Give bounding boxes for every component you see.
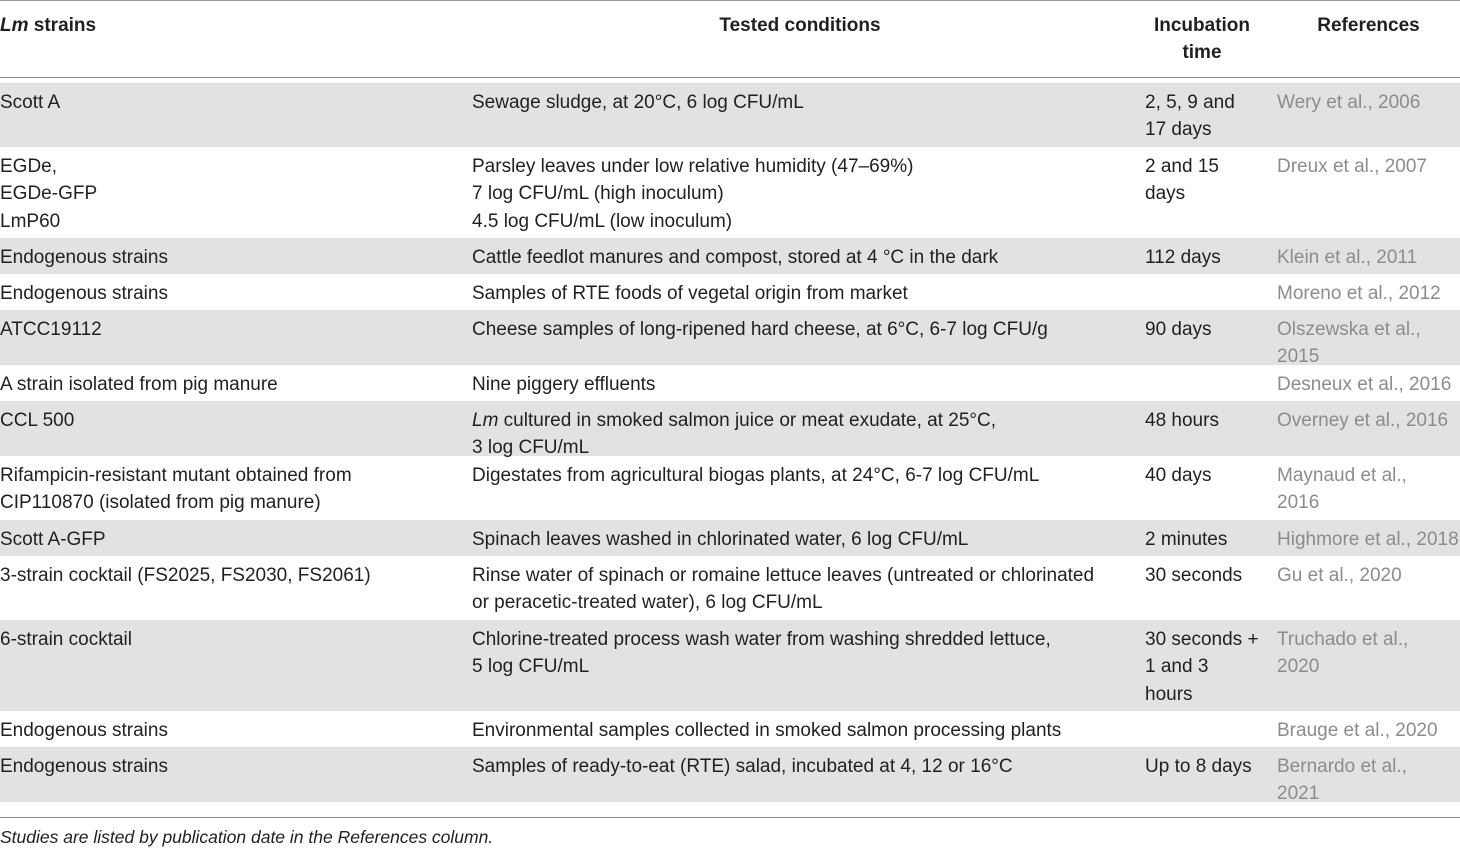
table-row <box>0 711 1460 747</box>
conditions-cell: Spinach leaves washed in chlorinated water, 6 log CFU/mL <box>472 529 969 550</box>
conditions-cell: Sewage sludge, at 20°C, 6 log CFU/mL <box>472 92 804 113</box>
conditions-cell: Environmental samples collected in smoked salmon processing plants <box>472 720 1062 741</box>
header-incubation: Incubation time <box>1153 15 1251 63</box>
reference-link[interactable]: Brauge et al., 2020 <box>1277 720 1438 741</box>
incubation-cell: 30 seconds <box>1145 565 1243 586</box>
reference-link[interactable]: Overney et al., 2016 <box>1277 410 1449 431</box>
table-row <box>0 556 1460 620</box>
strain-cell: 3-strain cocktail (FS2025, FS2030, FS2061) <box>0 565 371 586</box>
incubation-cell: 48 hours <box>1145 410 1219 431</box>
table-row <box>0 401 1460 459</box>
table-row <box>0 365 1460 401</box>
top-rule <box>0 0 1460 1</box>
conditions-cell: Samples of RTE foods of vegetal origin from market <box>472 283 908 304</box>
conditions-italic: Lm <box>472 410 499 431</box>
strain-cell: Rifampicin-resistant mutant obtained from CIP110870 (isolated from pig manure) <box>0 465 352 514</box>
conditions-cell: Parsley leaves under low relative humidity (47–69%) 7 log CFU/mL (high inoculum) 4.5 log CFU/mL (low inoculum) <box>472 156 914 232</box>
strain-cell: CCL 500 <box>0 410 75 431</box>
table-footnote: Studies are listed by publication date in the References column. <box>0 827 494 847</box>
strain-cell: A strain isolated from pig manure <box>0 374 278 395</box>
strain-cell: Endogenous strains <box>0 756 168 777</box>
conditions-cell <box>472 407 1132 462</box>
strain-cell: 6-strain cocktail <box>0 629 132 650</box>
strain-cell: Scott A-GFP <box>0 529 106 550</box>
conditions-cell: Cheese samples of long-ripened hard cheese, at 6°C, 6-7 log CFU/g <box>472 319 1048 340</box>
strain-cell: ATCC19112 <box>0 319 102 340</box>
reference-link[interactable]: Moreno et al., 2012 <box>1277 283 1441 304</box>
reference-link[interactable]: Desneux et al., 2016 <box>1277 374 1452 395</box>
incubation-cell: 2, 5, 9 and 17 days <box>1145 92 1235 141</box>
reference-link[interactable]: Highmore et al., 2018 <box>1277 529 1459 550</box>
reference-link[interactable]: Dreux et al., 2007 <box>1277 156 1427 177</box>
incubation-cell: 2 and 15 days <box>1145 156 1219 205</box>
reference-link[interactable]: Wery et al., 2006 <box>1277 92 1421 113</box>
incubation-cell: Up to 8 days <box>1145 756 1252 777</box>
conditions-cell: Nine piggery effluents <box>472 374 656 395</box>
strain-cell: EGDe, EGDe-GFP LmP60 <box>0 156 98 232</box>
bottom-rule <box>0 817 1460 818</box>
table-row <box>0 147 1460 238</box>
table-row <box>0 274 1460 310</box>
reference-link[interactable]: Truchado et al., 2020 <box>1277 629 1409 678</box>
incubation-cell: 112 days <box>1145 247 1221 268</box>
incubation-cell: 2 minutes <box>1145 529 1228 550</box>
conditions-cell: Digestates from agricultural biogas plants, at 24°C, 6-7 log CFU/mL <box>472 465 1040 486</box>
table-row <box>0 456 1460 520</box>
conditions-cell: Samples of ready-to-eat (RTE) salad, incubated at 4, 12 or 16°C <box>472 756 1013 777</box>
header-strains-italic: Lm <box>0 15 29 36</box>
reference-link[interactable]: Maynaud et al., 2016 <box>1277 465 1407 514</box>
header-conditions: Tested conditions <box>719 15 881 36</box>
conditions-cell: Chlorine-treated process wash water from washing shredded lettuce, 5 log CFU/mL <box>472 629 1051 678</box>
strain-cell: Endogenous strains <box>0 283 168 304</box>
header-strains-rest: strains <box>28 15 97 36</box>
header-rule <box>0 77 1460 78</box>
conditions-rest: cultured in smoked salmon juice or meat exudate, at 25°C, 3 log CFU/mL <box>472 410 997 459</box>
conditions-cell: Cattle feedlot manures and compost, stored at 4 °C in the dark <box>472 247 999 268</box>
strain-cell: Endogenous strains <box>0 720 168 741</box>
table-body <box>0 83 1460 805</box>
incubation-cell: 40 days <box>1145 465 1212 486</box>
incubation-cell: 30 seconds + 1 and 3 hours <box>1145 629 1259 705</box>
header-references: References <box>1317 15 1420 36</box>
strain-cell: Scott A <box>0 92 61 113</box>
table-row <box>0 238 1460 274</box>
reference-link[interactable]: Gu et al., 2020 <box>1277 565 1402 586</box>
table-row <box>0 520 1460 556</box>
strain-cell: Endogenous strains <box>0 247 168 268</box>
reference-link[interactable]: Klein et al., 2011 <box>1277 247 1418 268</box>
header-strains <box>0 12 96 39</box>
reference-link[interactable]: Bernardo et al., 2021 <box>1277 756 1407 805</box>
table-row <box>0 310 1460 368</box>
conditions-cell: Rinse water of spinach or romaine lettuce leaves (untreated or chlorinated or peracetic-treated water), 6 log CFU/mL <box>472 565 1095 614</box>
table-row <box>0 83 1460 147</box>
table-row <box>0 620 1460 711</box>
reference-link[interactable]: Olszewska et al., 2015 <box>1277 319 1421 368</box>
table-row <box>0 747 1460 805</box>
incubation-cell: 90 days <box>1145 319 1212 340</box>
